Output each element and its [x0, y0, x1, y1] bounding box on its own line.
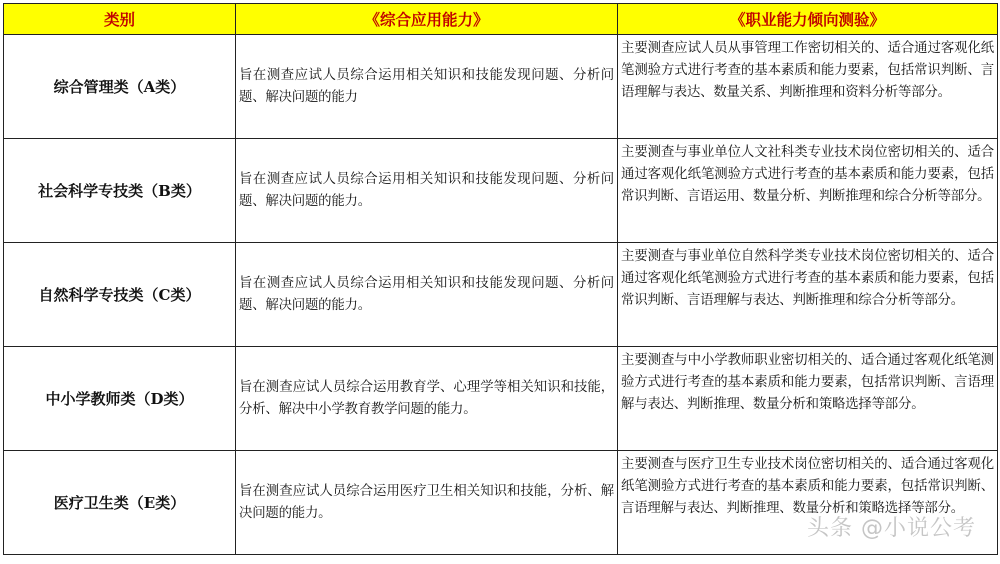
aptitude-cell: 主要测查应试人员从事管理工作密切相关的、适合通过客观化纸笔测验方式进行考查的基本素质和能力要素，包括常识判断、言语理解与表达、数量关系、判断推理和资料分析等部分。 [618, 35, 998, 139]
table-row [4, 35, 998, 139]
table-row [4, 347, 998, 451]
table-row [4, 139, 998, 243]
category-cell: 中小学教师类（D类） [4, 347, 236, 451]
table-row [4, 451, 998, 555]
exam-category-table [3, 3, 998, 555]
category-cell: 综合管理类（A类） [4, 35, 236, 139]
table-header [4, 4, 998, 35]
header-aptitude: 《职业能力倾向测验》 [618, 4, 998, 35]
category-cell: 自然科学专技类（C类） [4, 243, 236, 347]
category-cell: 社会科学专技类（B类） [4, 139, 236, 243]
comprehensive-cell: 旨在测查应试人员综合运用医疗卫生相关知识和技能，分析、解决问题的能力。 [236, 451, 618, 555]
aptitude-cell: 主要测查与事业单位自然科学类专业技术岗位密切相关的、适合通过客观化纸笔测验方式进行考查的基本素质和能力要素，包括常识判断、言语理解与表达、判断推理和综合分析等部分。 [618, 243, 998, 347]
header-category: 类别 [4, 4, 236, 35]
comprehensive-cell: 旨在测查应试人员综合运用教育学、心理学等相关知识和技能，分析、解决中小学教育教学问题的能力。 [236, 347, 618, 451]
header-row [4, 4, 998, 35]
watermark: 头条 @小说公考 [807, 516, 976, 541]
comprehensive-cell: 旨在测查应试人员综合运用相关知识和技能发现问题、分析问题、解决问题的能力。 [236, 139, 618, 243]
comprehensive-cell: 旨在测查应试人员综合运用相关知识和技能发现问题、分析问题、解决问题的能力 [236, 35, 618, 139]
aptitude-cell: 主要测查与事业单位人文社科类专业技术岗位密切相关的、适合通过客观化纸笔测验方式进行考查的基本素质和能力要素，包括常识判断、言语运用、数量分析、判断推理和综合分析等部分。 [618, 139, 998, 243]
header-comprehensive: 《综合应用能力》 [236, 4, 618, 35]
aptitude-cell: 主要测查与医疗卫生专业技术岗位密切相关的、适合通过客观化纸笔测验方式进行考查的基本素质和能力要素，包括常识判断、言语理解与表达、判断推理、数量分析和策略选择等部分。 [618, 451, 998, 555]
table-row [4, 243, 998, 347]
aptitude-cell: 主要测查与中小学教师职业密切相关的、适合通过客观化纸笔测验方式进行考查的基本素质和能力要素，包括常识判断、言语理解与表达、判断推理、数量分析和策略选择等部分。 [618, 347, 998, 451]
comprehensive-cell: 旨在测查应试人员综合运用相关知识和技能发现问题、分析问题、解决问题的能力。 [236, 243, 618, 347]
table-body [4, 35, 998, 555]
category-cell: 医疗卫生类（E类） [4, 451, 236, 555]
